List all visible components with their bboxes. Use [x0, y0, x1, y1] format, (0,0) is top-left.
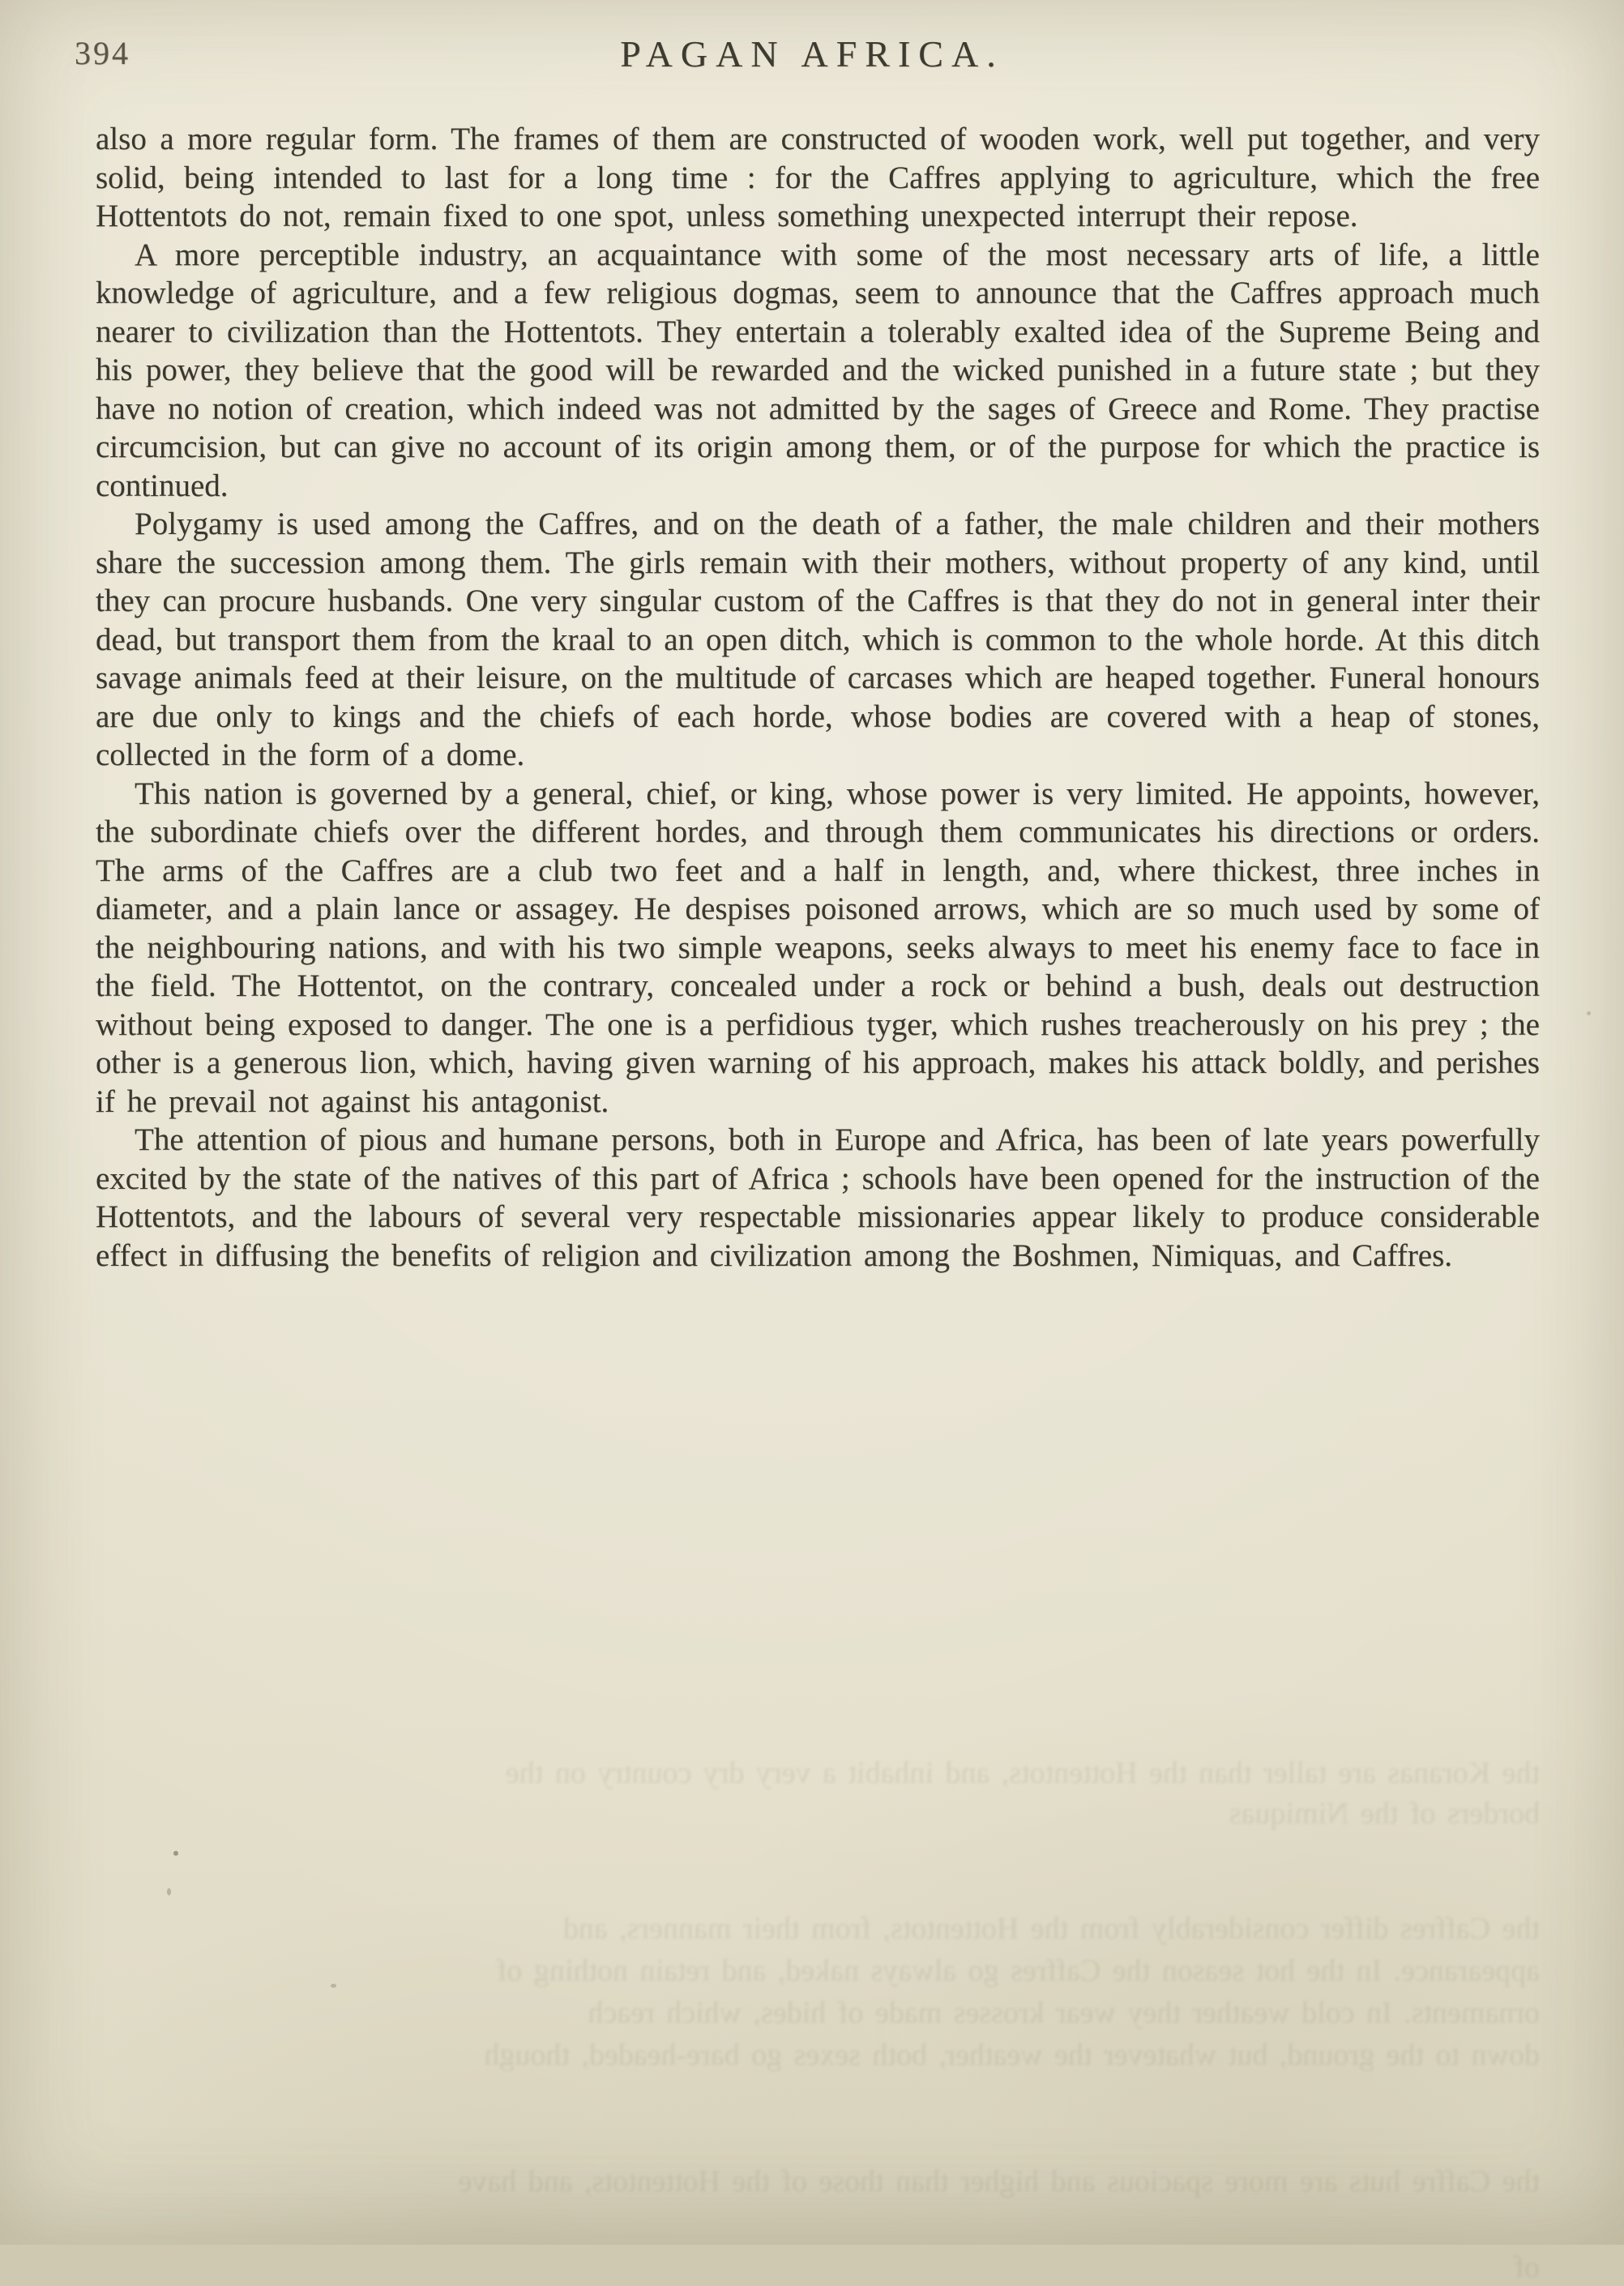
bleedthrough-line: the Koranas are taller than the Hottentots, and inhabit a very dry country on the — [505, 1756, 1540, 1790]
body-paragraph: This nation is governed by a general, chief, or king, whose power is very limited. He appoints, however, the subordinate chiefs over the different hordes, and through them communicates his directions or orders. The arms of the Caffres are a club two feet and a half in length, and, where thickest, three inches in diameter, and a plain lance or assagey. He despises poisoned arrows, which are so much used by some of the neighbouring nations, and with his two simple weapons, seeks always to meet his enemy face to face in the field. The Hottentot, on the contrary, concealed under a rock or behind a bush, deals out destruction without being exposed to danger. The one is a perfidious tyger, which rushes treacherously on his prey ; the other is a generous lion, which, having given warning of his approach, makes his attack boldly, and perishes if he prevail not against his antagonist. — [96, 776, 1540, 1119]
ink-speck — [331, 1984, 336, 1988]
body-paragraph: Polygamy is used among the Caffres, and on the death of a father, the male children and their mothers share the succession among them. The girls remain with their mothers, without property of any kind, until they can procure husbands. One very singular custom of the Caffres is that they do not in general inter their dead, but transport them from the kraal to an open ditch, which is common to the whole horde. At this ditch savage animals feed at their leisure, on the multitude of carcases which are heaped together. Funeral honours are due only to kings and the chiefs of each horde, whose bodies are covered with a heap of stones, collected in the form of a dome. — [96, 506, 1540, 772]
ink-speck — [173, 1851, 178, 1856]
body-paragraph: A more perceptible industry, an acquaintance with some of the most necessary arts of life, a little knowledge of agriculture, and a few religious dogmas, seem to announce that the Caffres approach much nearer to civilization than the Hottentots. They entertain a tolerably exalted idea of the Supreme Being and his power, they believe that the good will be rewarded and the wicked punished in a future state ; but they have no notion of creation, which indeed was not admitted by the sages of Greece and Rome. They practise circumcision, but can give no account of its origin among them, or of the purpose for which the practice is continued. — [96, 237, 1540, 503]
ink-speck — [167, 1888, 171, 1895]
bleedthrough-line: the Caffre huts are more spacious and higher than those of the Hottentots, and have — [458, 2164, 1540, 2198]
bleedthrough-line: ornaments. In cold weather they wear krosses made of hides, which reach — [588, 1996, 1540, 2030]
body-text — [96, 120, 1540, 1275]
bleedthrough-line: appearance. In the hot season the Caffres go always naked, and retain nothing of — [496, 1954, 1540, 1988]
page-number: 394 — [75, 35, 130, 71]
ink-speck — [1587, 1011, 1591, 1015]
body-paragraph: The attention of pious and humane persons, both in Europe and Africa, has been of late years powerfully excited by the state of the natives of this part of Africa ; schools have been opened for the instruction of the Hottentots, and the labours of several very respectable missionaries appear likely to produce considerable effect in diffusing the benefits of religion and civilization among the Boshmen, Nimiquas, and Caffres. — [96, 1122, 1540, 1273]
reverse-page-bleedthrough — [96, 1754, 1540, 2286]
bleedthrough-line: of — [1514, 2250, 1540, 2284]
running-header: PAGAN AFRICA. — [620, 33, 1004, 75]
bleedthrough-line: borders of the Nimiquas — [1229, 1797, 1540, 1831]
bleedthrough-line: the Caffres differ considerably from the Hottentots, from their manners, and — [562, 1912, 1540, 1946]
bleedthrough-line: down to the ground, but whatever the weather, both sexes go bare-headed, though — [484, 2038, 1540, 2072]
body-paragraph: also a more regular form. The frames of them are constructed of wooden work, well put together, and very solid, being intended to last for a long time : for the Caffres applying to agriculture, which the free Hottentots do not, remain fixed to one spot, unless something unexpected interrupt their repose. — [96, 122, 1540, 233]
